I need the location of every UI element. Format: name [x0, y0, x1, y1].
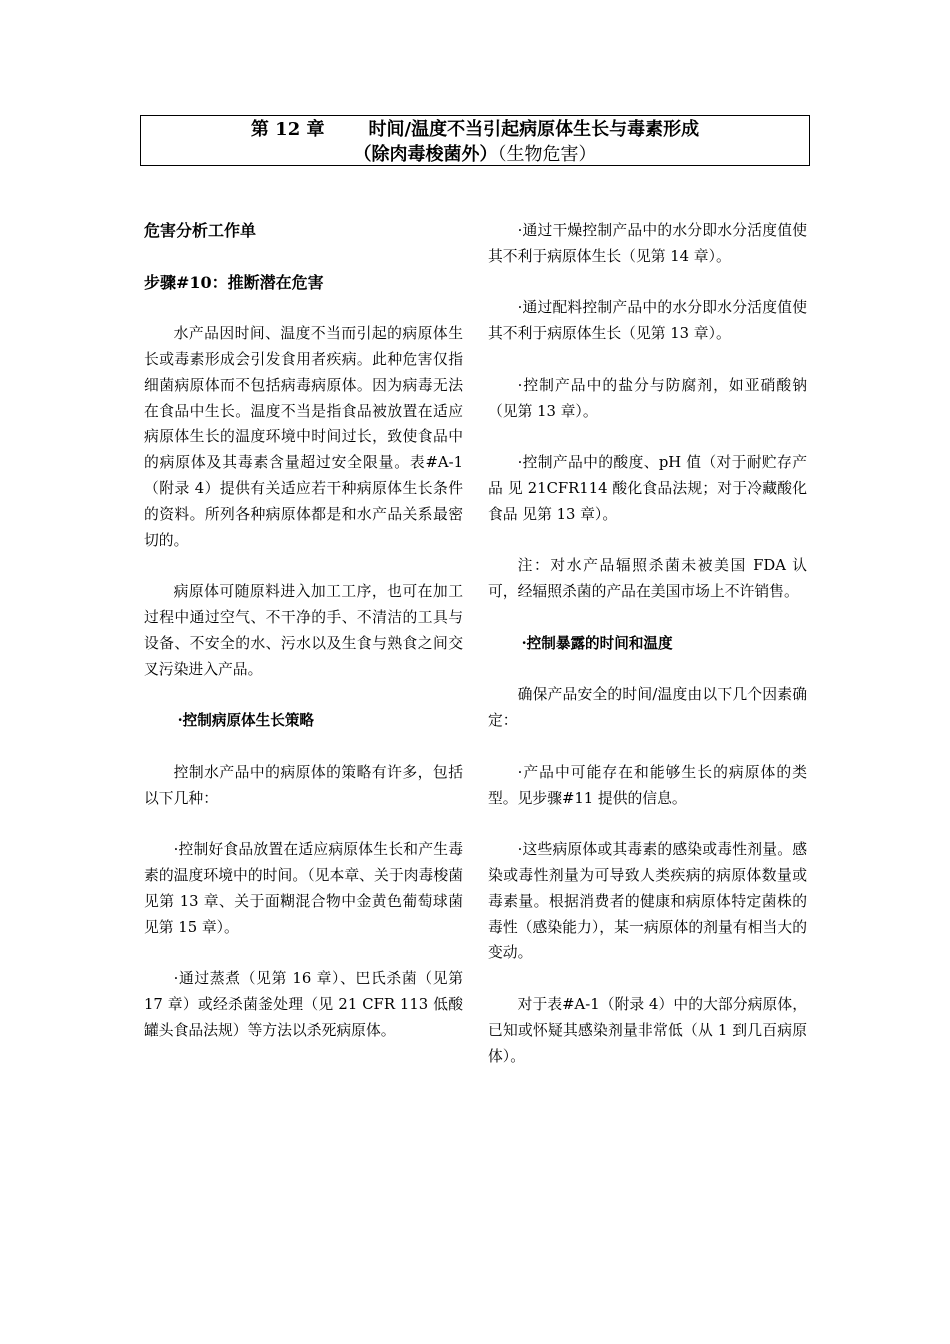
chapter-subtitle-normal: （生物危害）: [497, 144, 597, 165]
left-column: [144, 218, 463, 1069]
chapter-main-title: 时间/温度不当引起病原体生长与毒素形成: [368, 119, 700, 140]
paragraph: 对于表#A-1（附录 4）中的大部分病原体，已知或怀疑其感染剂量非常低（从 1 到几百病原体）。: [488, 995, 807, 1065]
chapter-title-line1: [141, 117, 809, 142]
chapter-number: 第 12 章: [250, 119, 325, 140]
paragraph: 控制水产品中的病原体的策略有许多，包括以下几种：: [144, 763, 463, 807]
right-column: [488, 218, 807, 1095]
bullet-paragraph: ·通过蒸煮（见第 16 章）、巴氏杀菌（见第 17 章）或经杀菌釜处理（见 21 CFR 113 低酸罐头食品法规）等方法以杀死病原体。: [144, 970, 463, 1039]
bullet-paragraph: ·这些病原体或其毒素的感染或毒性剂量。感染或毒性剂量为可导致人类疾病的病原体数量或毒素量。根据消费者的健康和病原体特定菌株的毒性（感染能力），某一病原体的剂量有相当大的变动。: [488, 841, 807, 962]
step-heading: 步骤#10：推断潜在危害: [144, 272, 324, 292]
subheading-control-strategy: ·控制病原体生长策略: [177, 712, 315, 730]
paragraph: 水产品因时间、温度不当而引起的病原体生长或毒素形成会引发食用者疾病。此种危害仅指细菌病原体而不包括病毒病原体。因为病毒无法在食品中生长。温度不当是指食品被放置在适应病原体生长的温度环境中时间过长，致使食品中的病原体及其毒素含量超过安全限量。表#A-1（附录 4）提供有关适应若干种病原体生长条件的资料。所列各种病原体都是和水产品关系最密切的。: [144, 325, 463, 549]
bullet-paragraph: ·通过干燥控制产品中的水分即水分活度值使其不利于病原体生长（见第 14 章）。: [488, 222, 807, 265]
paragraph: 病原体可随原料进入加工工序，也可在加工过程中通过空气、不干净的手、不清洁的工具与设备、不安全的水、污水以及生食与熟食之间交叉污染进入产品。: [144, 583, 463, 678]
bullet-paragraph: ·控制好食品放置在适应病原体生长和产生毒素的温度环境中的时间。（见本章、关于肉毒梭菌见第 13 章、关于面糊混合物中金黄色葡萄球菌见第 15 章）。: [144, 841, 463, 936]
bullet-paragraph: ·通过配料控制产品中的水分即水分活度值使其不利于病原体生长（见第 13 章）。: [488, 299, 807, 343]
paragraph: 确保产品安全的时间/温度由以下几个因素确定：: [488, 686, 807, 730]
subheading-time-temperature: ·控制暴露的时间和温度: [521, 634, 673, 652]
section-heading: 危害分析工作单: [144, 221, 257, 240]
bullet-paragraph: ·产品中可能存在和能够生长的病原体的类型。见步骤#11 提供的信息。: [488, 763, 807, 807]
chapter-subtitle-line: [141, 142, 809, 167]
chapter-subtitle-bold: （除肉毒梭菌外）: [353, 144, 498, 165]
chapter-title-box: [140, 115, 810, 166]
bullet-paragraph: ·控制产品中的盐分与防腐剂，如亚硝酸钠（见第 13 章）。: [488, 376, 807, 420]
bullet-paragraph: ·控制产品中的酸度、pH 值（对于耐贮存产品 见 21CFR114 酸化食品法规；对于冷藏酸化食品 见第 13 章）。: [488, 454, 807, 523]
note-paragraph: 注：对水产品辐照杀菌未被美国 FDA 认可，经辐照杀菌的产品在美国市场上不许销售。: [488, 557, 807, 601]
